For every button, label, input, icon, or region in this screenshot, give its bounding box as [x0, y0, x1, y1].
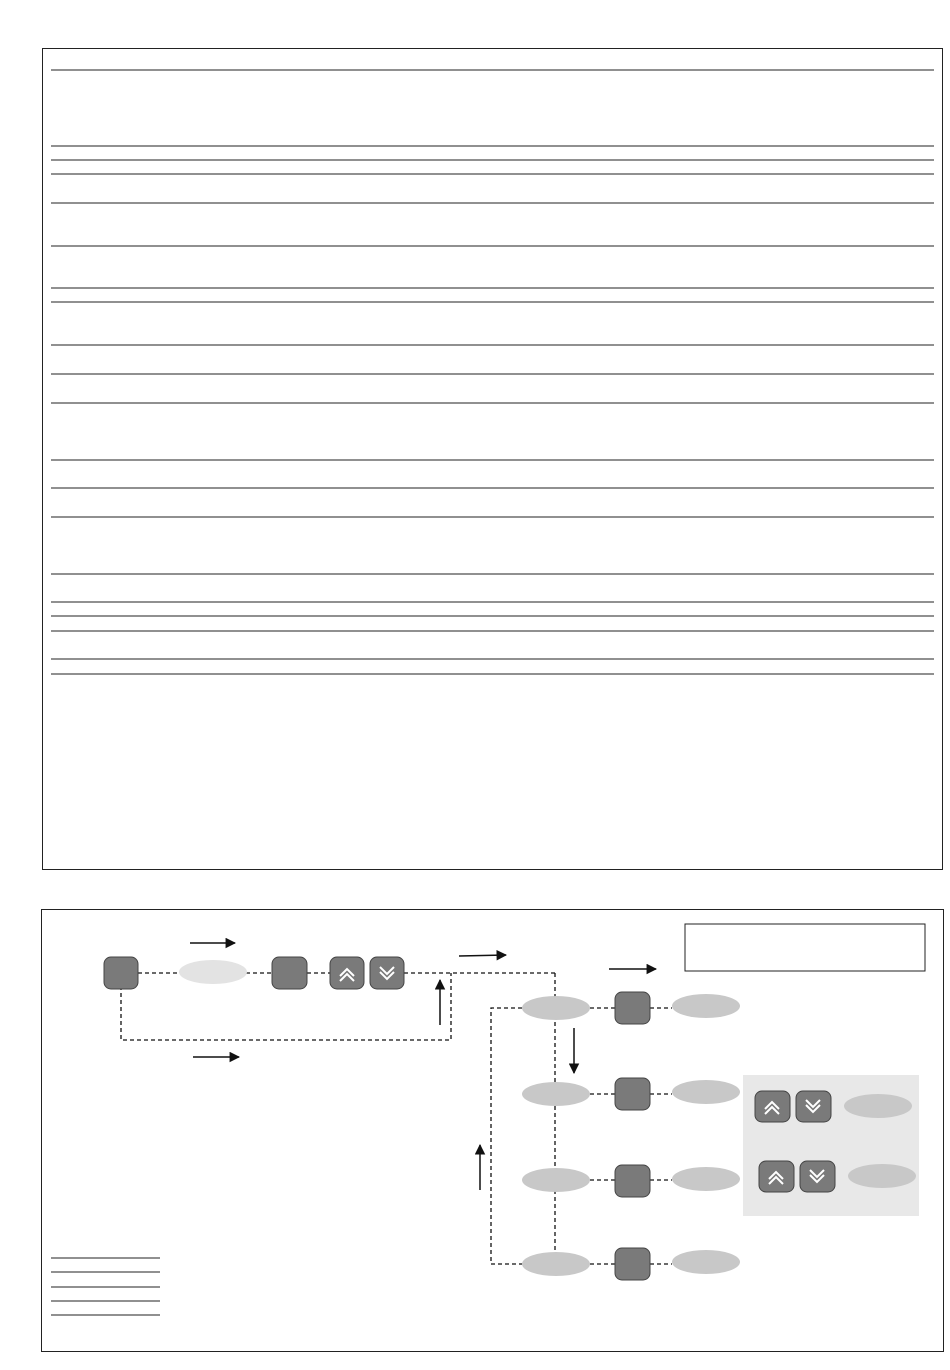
set-button[interactable]: [272, 957, 307, 989]
set-button[interactable]: [615, 992, 650, 1024]
flow-arrows: [190, 943, 656, 1190]
set-button[interactable]: [615, 1248, 650, 1280]
dashed-connectors: [121, 973, 672, 1264]
table-rules: [51, 70, 934, 674]
value-oval: [844, 1094, 912, 1118]
arrow-right: [459, 955, 506, 956]
menu-level-oval[interactable]: [522, 1168, 590, 1192]
value-oval: [672, 1167, 740, 1191]
set-button[interactable]: [615, 1165, 650, 1197]
down-button[interactable]: [370, 957, 404, 989]
down-button[interactable]: [796, 1091, 831, 1122]
connector: [491, 1008, 522, 1264]
set-button[interactable]: [615, 1078, 650, 1110]
up-button[interactable]: [755, 1091, 790, 1122]
up-button[interactable]: [330, 957, 364, 989]
start-button[interactable]: [104, 957, 138, 989]
menu-level-row: [522, 1248, 740, 1280]
menu-level-row: [522, 1078, 740, 1110]
menu-level-oval[interactable]: [522, 1252, 590, 1276]
down-button[interactable]: [800, 1161, 835, 1192]
info-box: [685, 924, 925, 971]
up-button[interactable]: [759, 1161, 794, 1192]
menu-level-row: [522, 992, 740, 1024]
value-oval: [848, 1164, 916, 1188]
legend-lines: [51, 1258, 160, 1315]
menu-level-oval[interactable]: [522, 1082, 590, 1106]
menu-level-oval[interactable]: [522, 996, 590, 1020]
value-oval: [672, 1250, 740, 1274]
value-oval: [672, 1080, 740, 1104]
value-oval: [672, 994, 740, 1018]
display-oval: [179, 960, 247, 984]
